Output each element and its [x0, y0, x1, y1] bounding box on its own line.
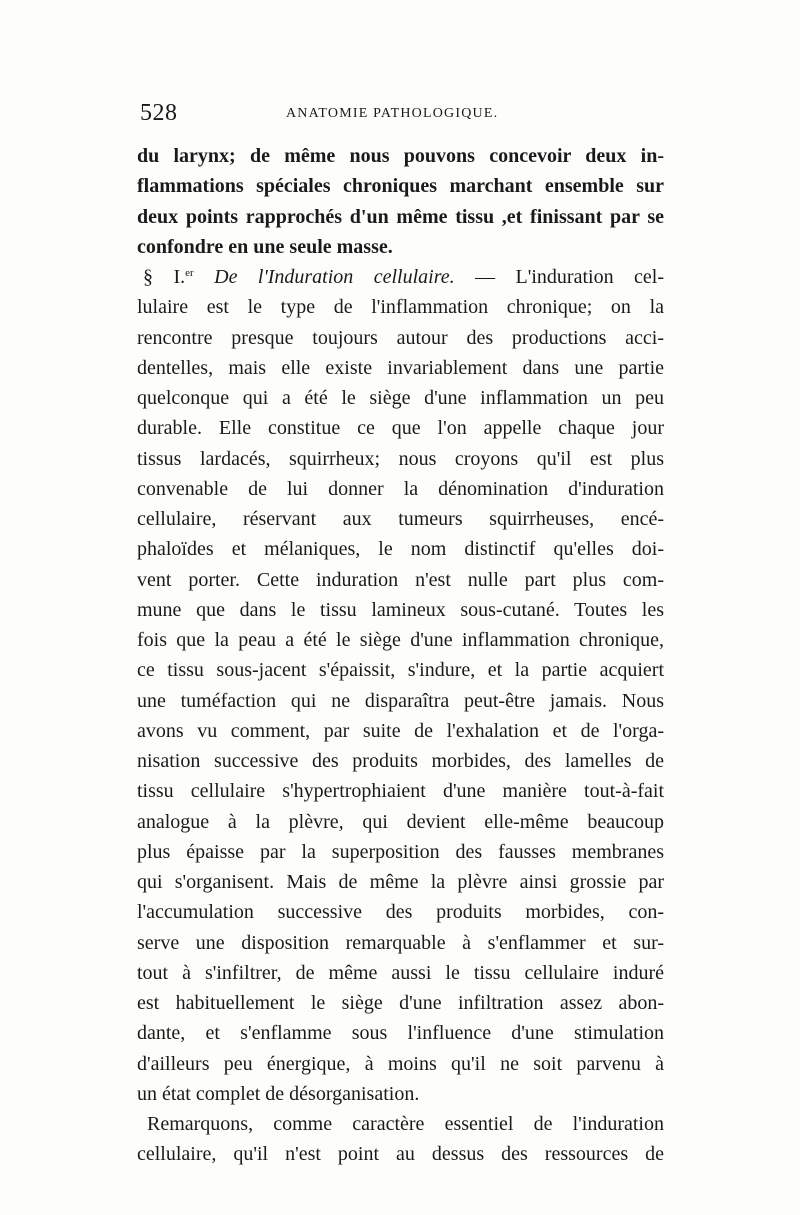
text-line: une tuméfaction qui ne disparaîtra peut-être jamais. Nous [137, 689, 664, 712]
text-line: convenable de lui donner la dénomination d'induration [137, 477, 664, 500]
text-line: tissus lardacés, squirrheux; nous croyons qu'il est plus [137, 447, 664, 470]
text-line: confondre en une seule masse. [137, 235, 393, 258]
text-line: un état complet de désorganisation. [137, 1082, 420, 1105]
text-line: mune que dans le tissu lamineux sous-cutané. Toutes les [137, 598, 664, 621]
text-line: plus épaisse par la superposition des fausses membranes [137, 840, 664, 863]
text-line: d'ailleurs peu énergique, à moins qu'il ne soit parvenu à [137, 1052, 664, 1075]
page-number: 528 [140, 100, 178, 126]
section-heading-continuation: — L'induration cel- [454, 266, 664, 288]
text-line: dante, et s'enflamme sous l'influence d'une stimulation [137, 1022, 664, 1045]
running-head: ANATOMIE PATHOLOGIQUE. [286, 106, 499, 121]
text-line: phaloïdes et mélaniques, le nom distinctif qu'elles doi- [137, 538, 664, 561]
text-line: Remarquons, comme caractère essentiel de l'induration [147, 1113, 664, 1135]
text-line: du larynx; de même nous pouvons concevoir deux in- [137, 145, 664, 167]
section-mark: § I. [143, 266, 186, 288]
text-line: lulaire est le type de l'inflammation chronique; on la [137, 296, 664, 319]
text-line: dentelles, mais elle existe invariablement dans une partie [137, 356, 664, 379]
section-mark-sup: er [185, 267, 194, 279]
text-line: serve une disposition remarquable à s'enflammer et sur- [137, 931, 664, 954]
text-line: l'accumulation successive des produits morbides, con- [137, 901, 664, 924]
section-heading-line [137, 262, 664, 292]
text-line: quelconque qui a été le siège d'une inflammation un peu [137, 387, 664, 409]
text-line: avons vu comment, par suite de l'exhalation et de l'orga- [137, 719, 664, 742]
text-line: deux points rapprochés d'un même tissu ,et finissant par se [137, 205, 664, 228]
text-line: vent porter. Cette induration n'est nulle part plus com- [137, 568, 664, 591]
text-line: durable. Elle constitue ce que l'on appelle chaque jour [137, 417, 664, 440]
page-header [140, 92, 660, 132]
text-line: analogue à la plèvre, qui devient elle-même beaucoup [137, 810, 664, 833]
text-line: flammations spéciales chroniques marchant ensemble sur [137, 175, 664, 198]
text-line: est habituellement le siège d'une infiltration assez abon- [137, 992, 664, 1014]
text-line: ce tissu sous-jacent s'épaissit, s'indure, et la partie acquiert [137, 659, 664, 682]
text-line: rencontre presque toujours autour des productions acci- [137, 326, 664, 349]
text-line: tissu cellulaire s'hypertrophiaient d'une manière tout-à-fait [137, 780, 664, 803]
text-line: cellulaire, qu'il n'est point au dessus des ressources de [137, 1143, 664, 1166]
page-body [137, 141, 664, 1170]
text-line: tout à s'infiltrer, de même aussi le tissu cellulaire induré [137, 961, 664, 984]
text-line: cellulaire, réservant aux tumeurs squirrheuses, encé- [137, 508, 664, 530]
section-title: De l'Induration cellulaire. [214, 266, 455, 288]
text-line: fois que la peau a été le siège d'une inflammation chronique, [137, 629, 664, 651]
text-line: nisation successive des produits morbides, des lamelles de [137, 750, 664, 772]
text-line: qui s'organisent. Mais de même la plèvre ainsi grossie par [137, 871, 664, 893]
